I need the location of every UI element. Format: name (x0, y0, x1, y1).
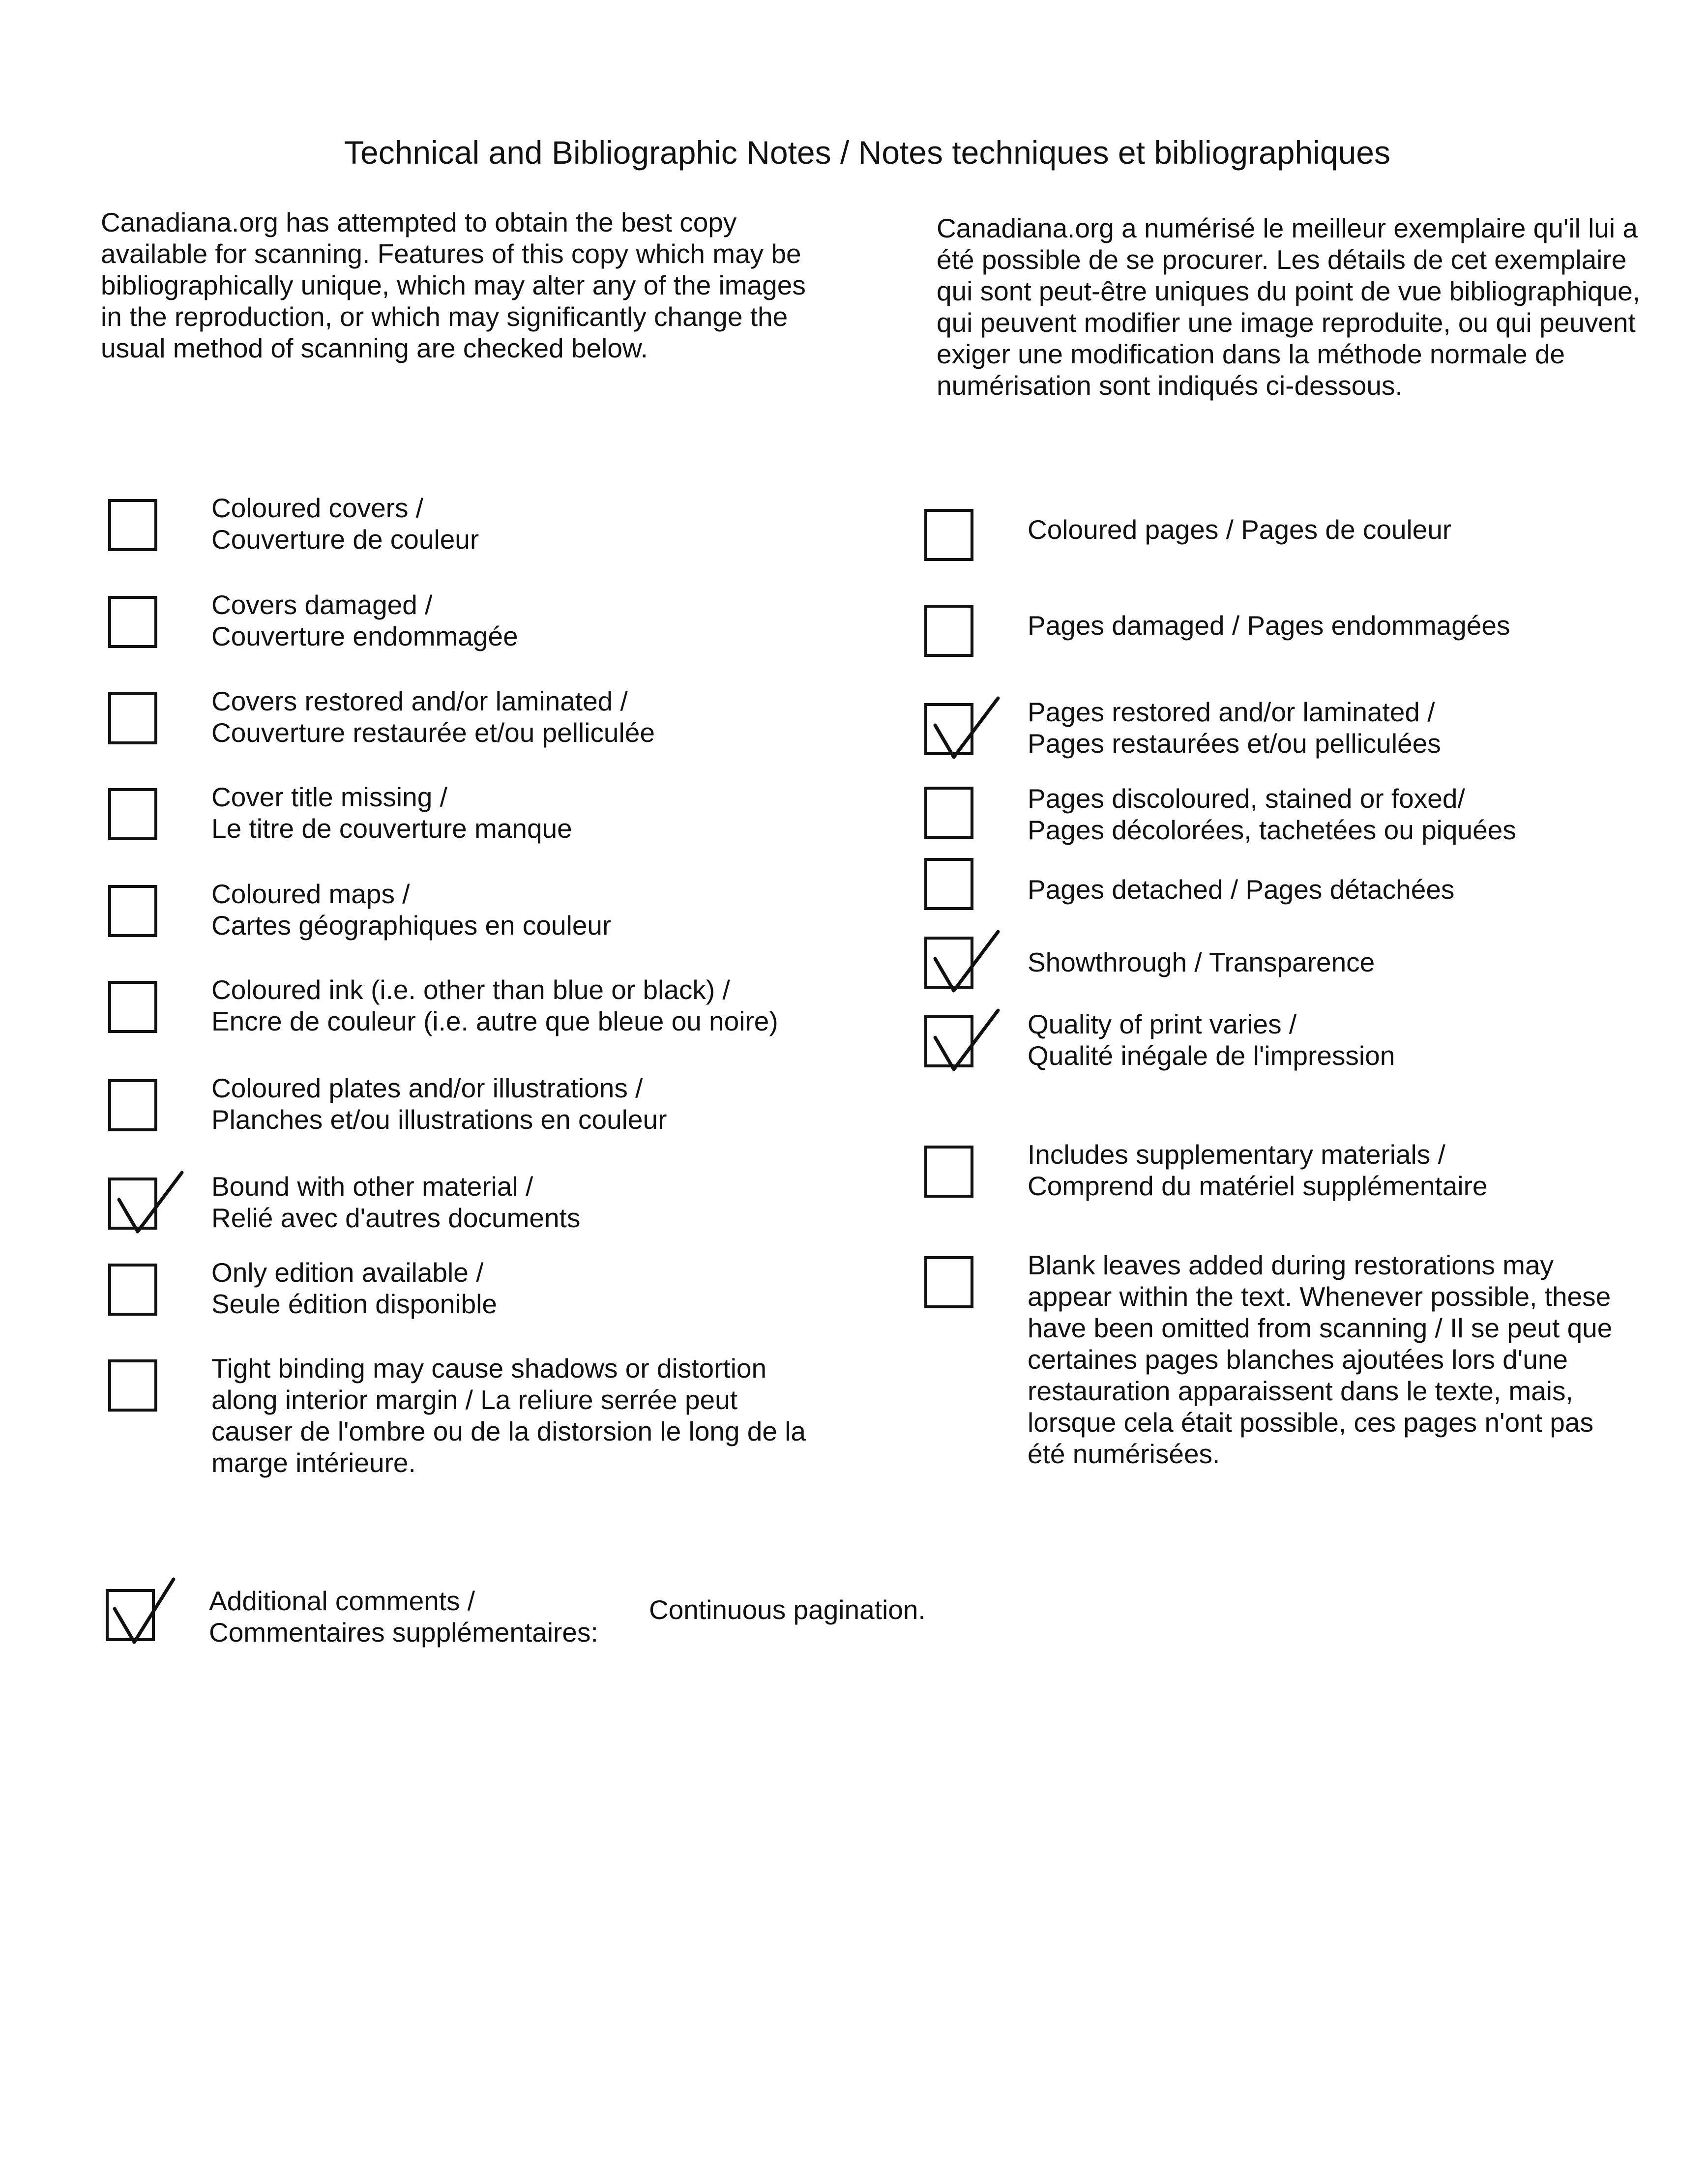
left-checkbox-label (211, 878, 611, 941)
left-checkbox-label (211, 685, 655, 748)
right-checkbox[interactable] (924, 703, 973, 755)
right-checkbox[interactable] (924, 787, 973, 839)
checkbox-label-line: été numérisées. (1028, 1439, 1220, 1469)
right-checkbox-label (1028, 783, 1516, 846)
intro-french-line: qui sont peut-être uniques du point de vue bibliographique, (937, 276, 1641, 306)
intro-english-line: available for scanning. Features of this copy which may be (101, 238, 801, 269)
left-checkbox[interactable] (108, 1178, 157, 1230)
left-checkbox[interactable] (108, 1264, 157, 1316)
checkbox-label-line: Covers restored and/or laminated / (211, 686, 628, 716)
left-checkbox-label (211, 1171, 580, 1234)
checkbox-label-line: Bound with other material / (211, 1171, 533, 1202)
checkmark-icon (108, 1178, 197, 1241)
right-checkbox[interactable] (924, 937, 973, 989)
intro-english-line: usual method of scanning are checked below. (101, 333, 648, 363)
right-checkbox[interactable] (924, 509, 973, 561)
checkbox-label-line: Showthrough / Transparence (1028, 947, 1375, 977)
right-checkbox-label (1028, 1139, 1487, 1202)
intro-french-line: qui peuvent modifier une image reproduite, ou qui peuvent (937, 307, 1636, 338)
checkbox-label-line: appear within the text. Whenever possible, these (1028, 1281, 1611, 1312)
left-checkbox-label (211, 974, 778, 1037)
checkbox-label-line: Coloured maps / (211, 879, 410, 909)
right-checkbox-label (1028, 1008, 1395, 1071)
checkmark-icon (106, 1589, 194, 1653)
intro-french (937, 212, 1664, 401)
left-checkbox[interactable] (108, 596, 157, 648)
checkbox-label-line: Blank leaves added during restorations may (1028, 1250, 1554, 1280)
checkbox-label-line: along interior margin / La reliure serrée peut (211, 1385, 738, 1415)
left-checkbox-label (211, 589, 518, 652)
checkbox-label-line: Tight binding may cause shadows or distortion (211, 1353, 767, 1384)
left-checkbox[interactable] (108, 499, 157, 551)
additional-comments-checkbox[interactable] (106, 1589, 155, 1641)
checkbox-label-line: Pages restored and/or laminated / (1028, 697, 1435, 727)
checkbox-label-line: Encre de couleur (i.e. autre que bleue ou noire) (211, 1006, 778, 1036)
left-checkbox[interactable] (108, 1359, 157, 1412)
checkbox-label-line: Pages detached / Pages détachées (1028, 874, 1455, 905)
checkbox-label-line: Coloured pages / Pages de couleur (1028, 514, 1452, 545)
checkmark-icon (924, 937, 1013, 1001)
intro-english-line: Canadiana.org has attempted to obtain the best copy (101, 207, 737, 237)
checkbox-label-line: Couverture de couleur (211, 524, 479, 555)
checkbox-label-line: Seule édition disponible (211, 1289, 497, 1319)
checkbox-label-line: Planches et/ou illustrations en couleur (211, 1104, 667, 1135)
right-checkbox[interactable] (924, 605, 973, 657)
checkbox-label-line: marge intérieure. (211, 1447, 416, 1478)
right-checkbox[interactable] (924, 1146, 973, 1198)
right-checkbox[interactable] (924, 1256, 973, 1308)
checkbox-label-line: Coloured ink (i.e. other than blue or black) / (211, 974, 730, 1005)
checkbox-label-line: Le titre de couverture manque (211, 813, 572, 844)
checkbox-label-line: Cover title missing / (211, 782, 447, 812)
checkmark-icon (924, 1015, 1013, 1079)
checkbox-label-line: Only edition available / (211, 1257, 484, 1288)
checkbox-label-line: Pages discoloured, stained or foxed/ (1028, 783, 1465, 814)
checkbox-label-line: Pages décolorées, tachetées ou piquées (1028, 815, 1516, 845)
checkbox-label-line: Pages damaged / Pages endommagées (1028, 610, 1510, 641)
checkbox-label-line: causer de l'ombre ou de la distorsion le long de la (211, 1416, 806, 1446)
left-checkbox-label (211, 781, 572, 844)
checkbox-label-line: Coloured plates and/or illustrations / (211, 1073, 643, 1103)
checkbox-label-line: Couverture restaurée et/ou pelliculée (211, 717, 655, 748)
page-title: Technical and Bibliographic Notes / Notes techniques et bibliographiques (344, 134, 1390, 171)
left-checkbox-label (211, 492, 479, 555)
right-checkbox-label (1028, 514, 1451, 545)
additional-comments-label-line: Additional comments / (209, 1586, 475, 1616)
right-checkbox-label (1028, 946, 1375, 978)
checkbox-label-line: Coloured covers / (211, 493, 424, 523)
right-checkbox-label (1028, 610, 1510, 641)
checkbox-label-line: Relié avec d'autres documents (211, 1203, 581, 1233)
left-checkbox-label (211, 1353, 806, 1478)
intro-french-line: numérisation sont indiqués ci-dessous. (937, 370, 1403, 401)
right-checkbox-label (1028, 696, 1441, 759)
left-checkbox[interactable] (108, 1079, 157, 1131)
intro-french-line: Canadiana.org a numérisé le meilleur exemplaire qu'il lui a (937, 213, 1638, 243)
checkbox-label-line: have been omitted from scanning / Il se peut que (1028, 1313, 1613, 1343)
intro-english-line: in the reproduction, or which may significantly change the (101, 301, 788, 332)
intro-french-line: été possible de se procurer. Les détails de cet exemplaire (937, 244, 1627, 275)
left-checkbox[interactable] (108, 692, 157, 744)
additional-comments-label (209, 1585, 598, 1648)
left-checkbox[interactable] (108, 981, 157, 1033)
checkbox-label-line: restauration apparaissent dans le texte, mais, (1028, 1376, 1573, 1406)
left-checkbox-label (211, 1072, 667, 1135)
right-checkbox[interactable] (924, 1015, 973, 1067)
checkbox-label-line: lorsque cela était possible, ces pages n'ont pas (1028, 1407, 1593, 1438)
checkbox-label-line: Quality of print varies / (1028, 1009, 1297, 1039)
left-checkbox[interactable] (108, 885, 157, 937)
checkbox-label-line: Couverture endommagée (211, 621, 518, 651)
additional-comments-value: Continuous pagination. (649, 1594, 926, 1625)
checkbox-label-line: Qualité inégale de l'impression (1028, 1040, 1395, 1071)
intro-english-line: bibliographically unique, which may alter any of the images (101, 270, 806, 300)
right-checkbox-label (1028, 874, 1454, 905)
checkbox-label-line: Cartes géographiques en couleur (211, 910, 612, 941)
left-checkbox-label (211, 1257, 497, 1320)
checkmark-icon (924, 703, 1013, 767)
right-checkbox[interactable] (924, 858, 973, 910)
right-checkbox-label (1028, 1249, 1612, 1470)
checkbox-label-line: certaines pages blanches ajoutées lors d'une (1028, 1344, 1568, 1375)
intro-english (101, 206, 873, 364)
checkbox-label-line: Covers damaged / (211, 589, 433, 620)
intro-french-line: exiger une modification dans la méthode normale de (937, 339, 1565, 369)
checkbox-label-line: Comprend du matériel supplémentaire (1028, 1171, 1488, 1201)
additional-comments-label-line: Commentaires supplémentaires: (209, 1617, 598, 1648)
checkbox-label-line: Includes supplementary materials / (1028, 1139, 1445, 1170)
left-checkbox[interactable] (108, 788, 157, 840)
checkbox-label-line: Pages restaurées et/ou pelliculées (1028, 728, 1441, 759)
